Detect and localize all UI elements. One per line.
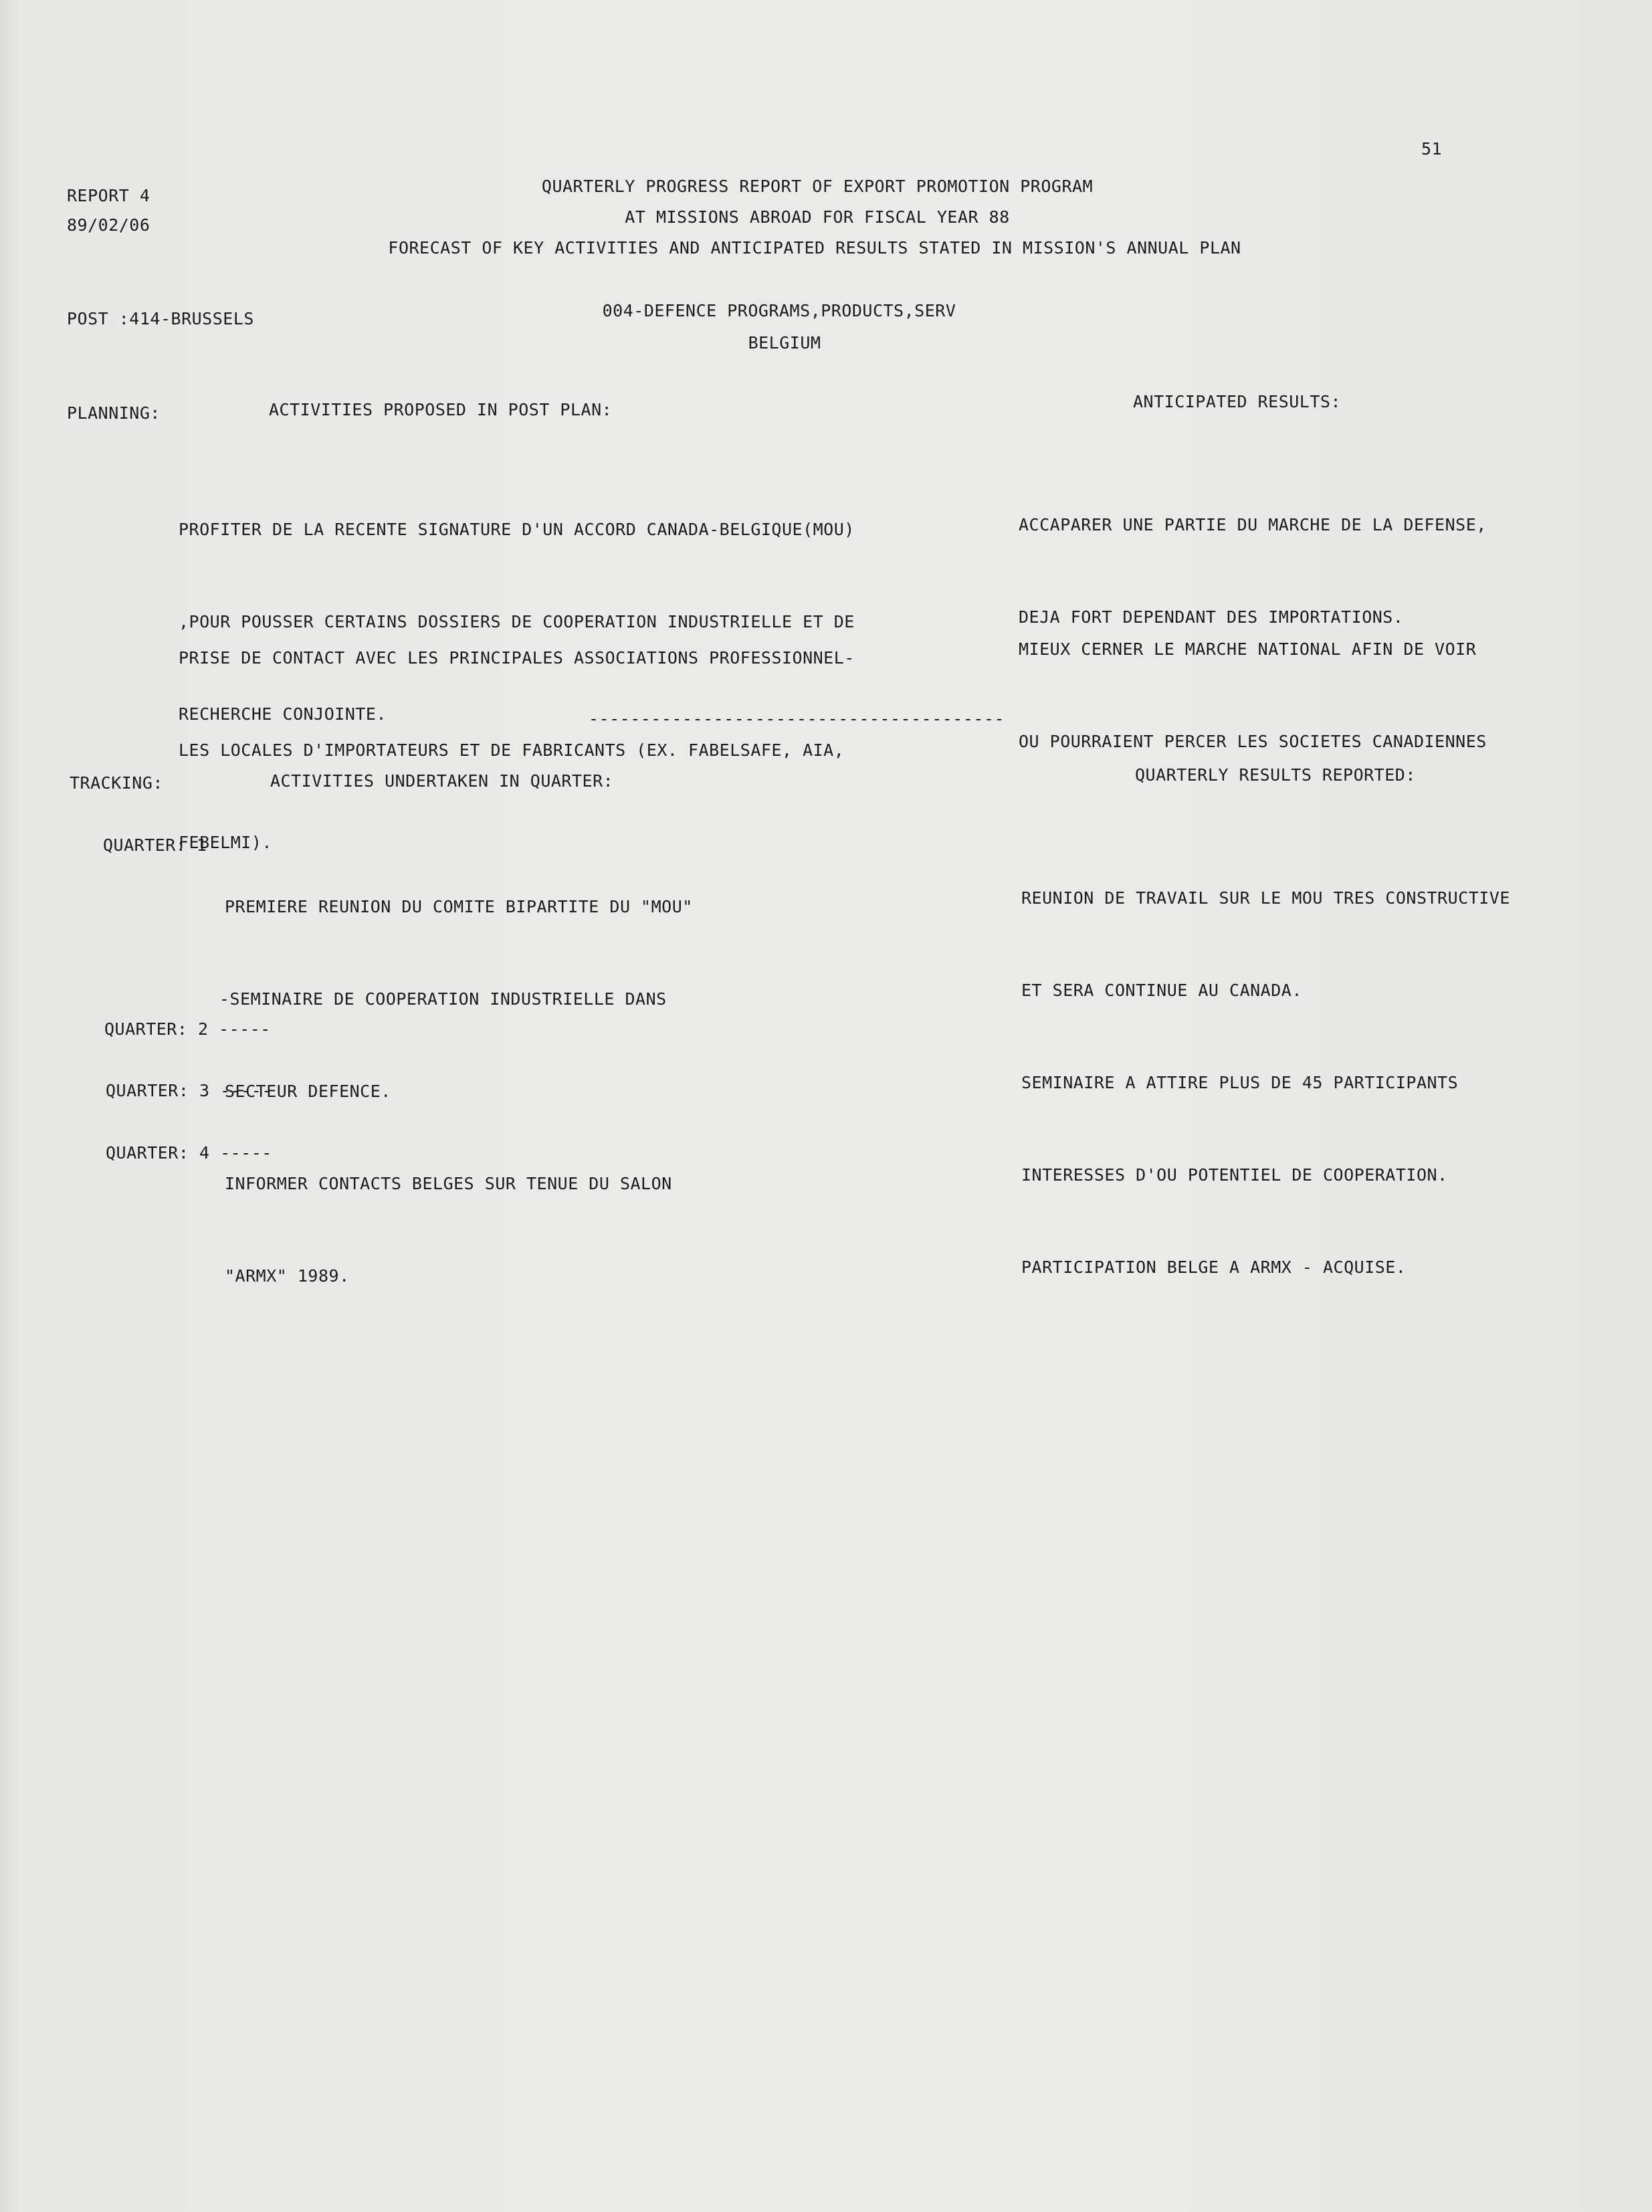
report-date: 89/02/06	[67, 215, 150, 235]
sector-label: 004-DEFENCE PROGRAMS,PRODUCTS,SERV	[602, 301, 956, 320]
quarter-3-line: QUARTER: 3 -----	[106, 1081, 272, 1100]
page-number: 51	[1421, 139, 1443, 159]
quarter-1-label: QUARTER: 1	[103, 835, 207, 855]
report-title-line-3: FORECAST OF KEY ACTIVITIES AND ANTICIPATED RESULTS STATED IN MISSION'S ANNUAL PLAN	[388, 238, 1241, 258]
planning-activity-2: PRISE DE CONTACT AVEC LES PRINCIPALES ASSOCIATIONS PROFESSIONNEL- LES LOCALES D'IMPORTATEURS ET DE FABRICANTS (EX. FABELSAFE, AIA, FEBELMI).	[179, 648, 855, 852]
planning-activity-1: PROFITER DE LA RECENTE SIGNATURE D'UN ACCORD CANADA-BELGIQUE(MOU) ,POUR POUSSER CERTAINS DOSSIERS DE COOPERATION INDUSTRIELLE ET DE RECHERCHE CONJOINTE.	[179, 520, 855, 724]
planning-result-1: ACCAPARER UNE PARTIE DU MARCHE DE LA DEFENSE, DEJA FORT DEPENDANT DES IMPORTATIONS.	[1019, 515, 1487, 627]
tracking-activities-heading: ACTIVITIES UNDERTAKEN IN QUARTER:	[270, 771, 614, 791]
report-number: REPORT 4	[67, 186, 150, 205]
quarter-2-line: QUARTER: 2 -----	[104, 1019, 271, 1039]
planning-results-heading: ANTICIPATED RESULTS:	[1133, 392, 1342, 411]
report-title-line-2: AT MISSIONS ABROAD FOR FISCAL YEAR 88	[625, 207, 1010, 227]
quarter-4-line: QUARTER: 4 -----	[106, 1143, 272, 1163]
planning-result-2: MIEUX CERNER LE MARCHE NATIONAL AFIN DE VOIR OU POURRAIENT PERCER LES SOCIETES CANADIENNES	[1019, 639, 1487, 751]
section-divider: ----------------------------------------	[589, 709, 1005, 728]
report-title-line-1: QUARTERLY PROGRESS REPORT OF EXPORT PROMOTION PROGRAM	[541, 177, 1094, 196]
quarter-1-results: REUNION DE TRAVAIL SUR LE MOU TRES CONSTRUCTIVE ET SERA CONTINUE AU CANADA. SEMINAIRE A ATTIRE PLUS DE 45 PARTICIPANTS INTERESSES D'OU POTENTIEL DE COOPERATION. PARTICIPATION BELGE A ARMX - ACQUISE.	[1021, 888, 1510, 1277]
tracking-results-heading: QUARTERLY RESULTS REPORTED:	[1135, 765, 1416, 785]
country-label: BELGIUM	[748, 333, 821, 353]
planning-activities-heading: ACTIVITIES PROPOSED IN POST PLAN:	[269, 400, 613, 419]
quarter-1-activities: PREMIERE REUNION DU COMITE BIPARTITE DU "MOU" -SEMINAIRE DE COOPERATION INDUSTRIELLE DANS SECTEUR DEFENCE. INFORMER CONTACTS BELGES SUR TENUE DU SALON "ARMX" 1989.	[219, 897, 693, 1286]
post-label: POST :414-BRUSSELS	[67, 309, 254, 328]
planning-label: PLANNING:	[67, 403, 161, 423]
tracking-label: TRACKING:	[70, 773, 163, 793]
